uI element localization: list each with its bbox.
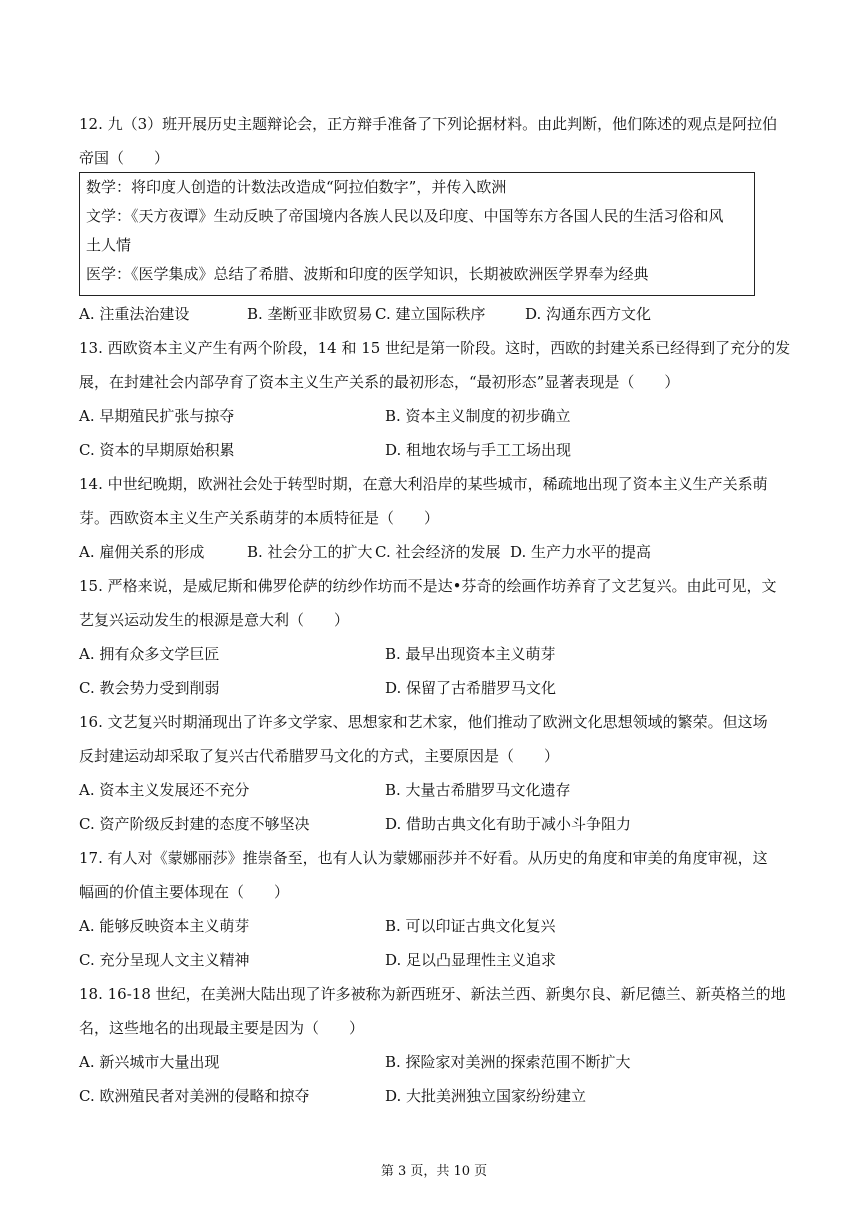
option-c[interactable]: C. 资产阶级反封建的态度不够坚决	[79, 815, 310, 833]
option-d[interactable]: D. 租地农场与手工工场出现	[385, 441, 572, 459]
option-a[interactable]: A. 拥有众多文学巨匠	[79, 645, 220, 663]
options-18	[79, 1045, 791, 1113]
option-d[interactable]: D. 大批美洲独立国家纷纷建立	[385, 1087, 587, 1105]
question-text: 展，在封建社会内部孕育了资本主义生产关系的最初形态，“最初形态”显著表现是（ ）	[79, 373, 680, 391]
option-a[interactable]: A. 雇佣关系的形成	[79, 543, 205, 561]
question-text: 帝国（ ）	[79, 149, 170, 167]
option-d[interactable]: D. 保留了古希腊罗马文化	[385, 679, 557, 697]
question-16	[79, 705, 791, 773]
option-c[interactable]: C. 建立国际秩序	[375, 305, 486, 323]
question-14	[79, 467, 791, 535]
option-b[interactable]: B. 最早出现资本主义萌芽	[385, 645, 556, 663]
option-b[interactable]: B. 大量古希腊罗马文化遗存	[385, 781, 571, 799]
option-c[interactable]: C. 教会势力受到削弱	[79, 679, 220, 697]
material-line: 文学：《天方夜谭》生动反映了帝国境内各族人民以及印度、中国等东方各国人民的生活习俗和风	[86, 207, 724, 225]
question-text: 18. 16-18 世纪，在美洲大陆出现了许多被称为新西班牙、新法兰西、新奥尔良、新尼德兰、新英格兰的地	[79, 985, 786, 1003]
question-text: 16. 文艺复兴时期涌现出了许多文学家、思想家和艺术家，他们推动了欧洲文化思想领域的繁荣。但这场	[79, 713, 768, 731]
options-12	[79, 297, 791, 331]
question-text: 反封建运动却采取了复兴古代希腊罗马文化的方式，主要原因是（ ）	[79, 747, 560, 765]
option-b[interactable]: B. 可以印证古典文化复兴	[385, 917, 556, 935]
options-15	[79, 637, 791, 705]
option-b[interactable]: B. 探险家对美洲的探索范围不断扩大	[385, 1053, 631, 1071]
material-line: 数学：将印度人创造的计数法改造成“阿拉伯数字”，并传入欧洲	[86, 178, 507, 196]
question-text: 12. 九（3）班开展历史主题辩论会，正方辩手准备了下列论据材料。由此判断，他们陈述的观点是阿拉伯	[79, 115, 778, 133]
options-17	[79, 909, 791, 977]
option-b[interactable]: B. 资本主义制度的初步确立	[385, 407, 571, 425]
options-13	[79, 399, 791, 467]
evidence-materials-box	[79, 172, 755, 296]
question-15	[79, 569, 791, 637]
question-text: 艺复兴运动发生的根源是意大利（ ）	[79, 611, 350, 629]
question-text: 芽。西欧资本主义生产关系萌芽的本质特征是（ ）	[79, 509, 440, 527]
option-a[interactable]: A. 新兴城市大量出现	[79, 1053, 220, 1071]
option-a[interactable]: A. 注重法治建设	[79, 305, 190, 323]
options-14	[79, 535, 791, 569]
question-12	[79, 107, 791, 175]
option-d[interactable]: D. 借助古典文化有助于减小斗争阻力	[385, 815, 632, 833]
question-text: 15. 严格来说，是威尼斯和佛罗伦萨的纺纱作坊而不是达•芬奇的绘画作坊养育了文艺复兴。由此可见，文	[79, 577, 777, 595]
option-c[interactable]: C. 社会经济的发展	[375, 543, 501, 561]
question-text: 名，这些地名的出现最主要是因为（ ）	[79, 1019, 365, 1037]
option-b[interactable]: B. 垄断亚非欧贸易	[247, 305, 373, 323]
option-d[interactable]: D. 沟通东西方文化	[525, 305, 652, 323]
option-d[interactable]: D. 生产力水平的提高	[510, 543, 652, 561]
option-d[interactable]: D. 足以凸显理性主义追求	[385, 951, 557, 969]
option-c[interactable]: C. 充分呈现人文主义精神	[79, 951, 250, 969]
option-a[interactable]: A. 资本主义发展还不充分	[79, 781, 250, 799]
question-text: 17. 有人对《蒙娜丽莎》推崇备至，也有人认为蒙娜丽莎并不好看。从历史的角度和审美的角度审视，这	[79, 849, 768, 867]
option-a[interactable]: A. 早期殖民扩张与掠夺	[79, 407, 235, 425]
question-17	[79, 841, 791, 909]
question-text: 幅画的价值主要体现在（ ）	[79, 883, 290, 901]
option-b[interactable]: B. 社会分工的扩大	[247, 543, 373, 561]
question-18	[79, 977, 791, 1045]
material-line: 土人情	[86, 236, 132, 254]
option-a[interactable]: A. 能够反映资本主义萌芽	[79, 917, 250, 935]
options-16	[79, 773, 791, 841]
material-line: 医学：《医学集成》总结了希腊、波斯和印度的医学知识，长期被欧洲医学界奉为经典	[86, 265, 649, 283]
question-13	[79, 331, 791, 399]
option-c[interactable]: C. 欧洲殖民者对美洲的侵略和掠夺	[79, 1087, 310, 1105]
page-footer: 第 3 页，共 10 页	[380, 1164, 488, 1179]
question-text: 14. 中世纪晚期，欧洲社会处于转型时期，在意大利沿岸的某些城市，稀疏地出现了资本主义生产关系萌	[79, 475, 768, 493]
option-c[interactable]: C. 资本的早期原始积累	[79, 441, 235, 459]
question-text: 13. 西欧资本主义产生有两个阶段，14 和 15 世纪是第一阶段。这时，西欧的封建关系已经得到了充分的发	[79, 339, 791, 357]
